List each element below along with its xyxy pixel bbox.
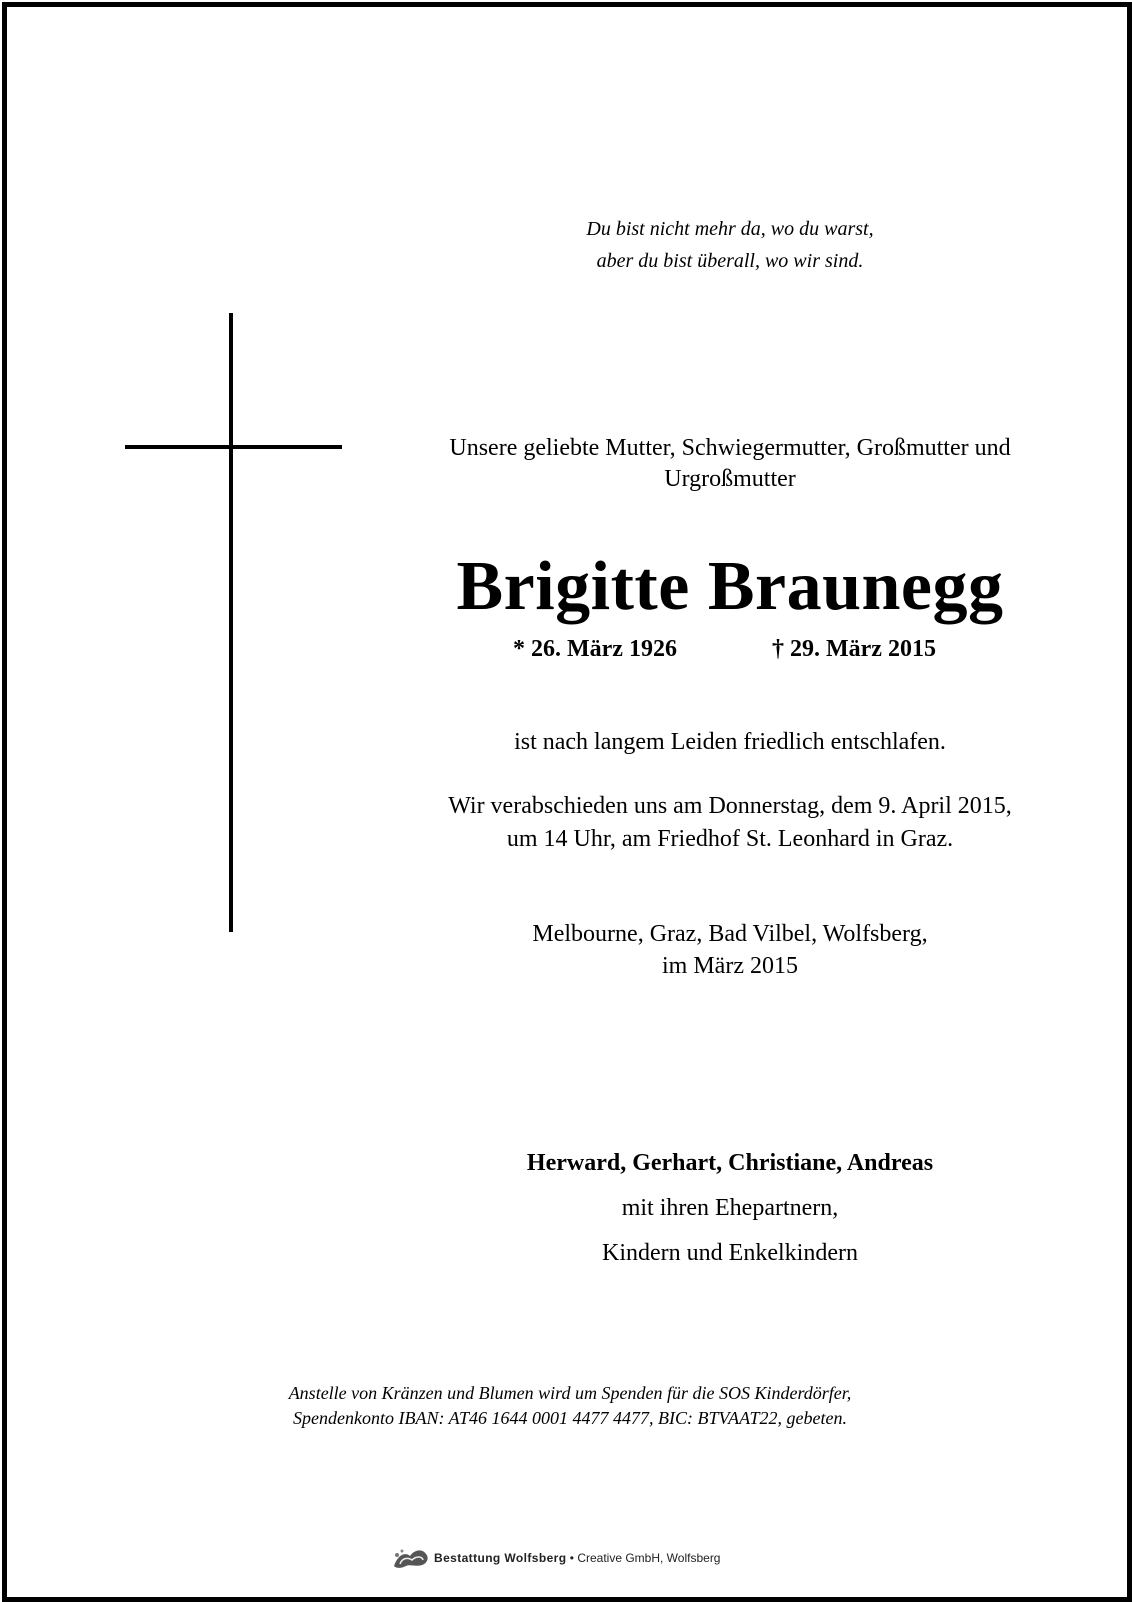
life-dates [420, 636, 1040, 668]
footer-credit [392, 1545, 720, 1571]
donation-line-2: Spendenkonto IBAN: AT46 1644 0001 4477 4477, BIC: BTVAAT22, gebeten. [293, 1408, 847, 1428]
intro-text [420, 433, 1040, 495]
passed-text: ist nach langem Leiden friedlich entschlafen. [514, 729, 946, 755]
places-line-1: Melbourne, Graz, Bad Vilbel, Wolfsberg, [532, 921, 928, 947]
service-line-1: Wir verabschieden uns am Donnerstag, dem 9. April 2015, [448, 793, 1012, 819]
quote-line-2: aber du bist überall, wo wir sind. [596, 250, 864, 272]
death-date: † 29. März 2015 [772, 636, 936, 662]
family-names: Herward, Gerhart, Christiane, Andreas [526, 1150, 934, 1176]
intro-line-1: Unsere geliebte Mutter, Schwiegermutter, Großmutter und [449, 435, 1011, 461]
birth-date: * 26. März 1926 [513, 636, 677, 662]
family-line-3: Kindern und Enkelkindern [602, 1240, 858, 1266]
deceased-name: Brigitte Braunegg [456, 548, 1004, 625]
places-line-2: im März 2015 [662, 953, 798, 979]
service-details [420, 790, 1040, 856]
footer-brand: Bestattung Wolfsberg [434, 1551, 567, 1565]
places-and-date [420, 918, 1040, 982]
service-line-2: um 14 Uhr, am Friedhof St. Leonhard in Graz. [506, 826, 954, 852]
family-line-2: mit ihren Ehepartnern, [621, 1195, 839, 1221]
cross-horizontal-bar [125, 445, 342, 449]
family-signature [420, 1141, 1040, 1276]
quote-line-1: Du bist nicht mehr da, wo du warst, [586, 218, 874, 240]
footer-separator: • [566, 1551, 578, 1565]
bestattung-logo-icon [392, 1546, 432, 1570]
memorial-quote [420, 213, 1040, 277]
footer-company: Creative GmbH, Wolfsberg [577, 1551, 721, 1565]
donation-note [220, 1381, 920, 1431]
intro-line-2: Urgroßmutter [664, 466, 796, 492]
donation-line-1: Anstelle von Kränzen und Blumen wird um Spenden für die SOS Kinderdörfer, [288, 1383, 852, 1403]
cross-vertical-bar [229, 313, 233, 932]
